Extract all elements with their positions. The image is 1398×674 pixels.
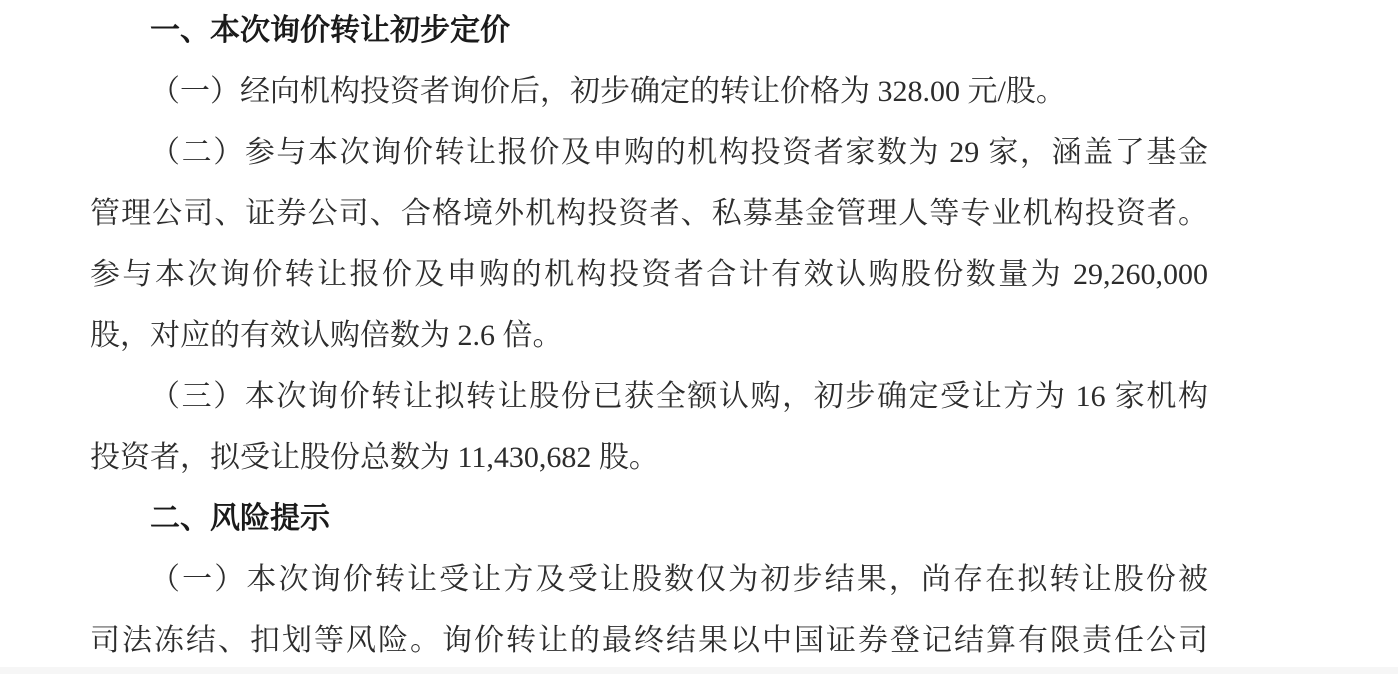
text-line: 参与本次询价转让报价及申购的机构投资者合计有效认购股份数量为 29,260,000 [90,258,1208,291]
text-line: 管理公司、证券公司、合格境外机构投资者、私募基金管理人等专业机构投资者。 [90,197,1208,230]
text-line: （二）参与本次询价转让报价及申购的机构投资者家数为 29 家，涵盖了基金 [150,136,1208,169]
text-line: （三）本次询价转让拟转让股份已获全额认购，初步确定受让方为 16 家机构 [150,380,1208,413]
text-line: （一）经向机构投资者询价后，初步确定的转让价格为 328.00 元/股。 [150,75,1066,108]
section-heading: 一、本次询价转让初步定价 [150,14,510,47]
text-line: 投资者，拟受让股份总数为 11,430,682 股。 [90,441,659,474]
text-line: 股，对应的有效认购倍数为 2.6 倍。 [90,319,563,352]
section-heading: 二、风险提示 [150,502,330,535]
text-line: （一）本次询价转让受让方及受让股数仅为初步结果，尚存在拟转让股份被 [150,563,1208,596]
text-line: 司法冻结、扣划等风险。询价转让的最终结果以中国证券登记结算有限责任公司 [90,624,1208,657]
document-text-block [90,0,1208,671]
page-bottom-shade [0,667,1398,674]
